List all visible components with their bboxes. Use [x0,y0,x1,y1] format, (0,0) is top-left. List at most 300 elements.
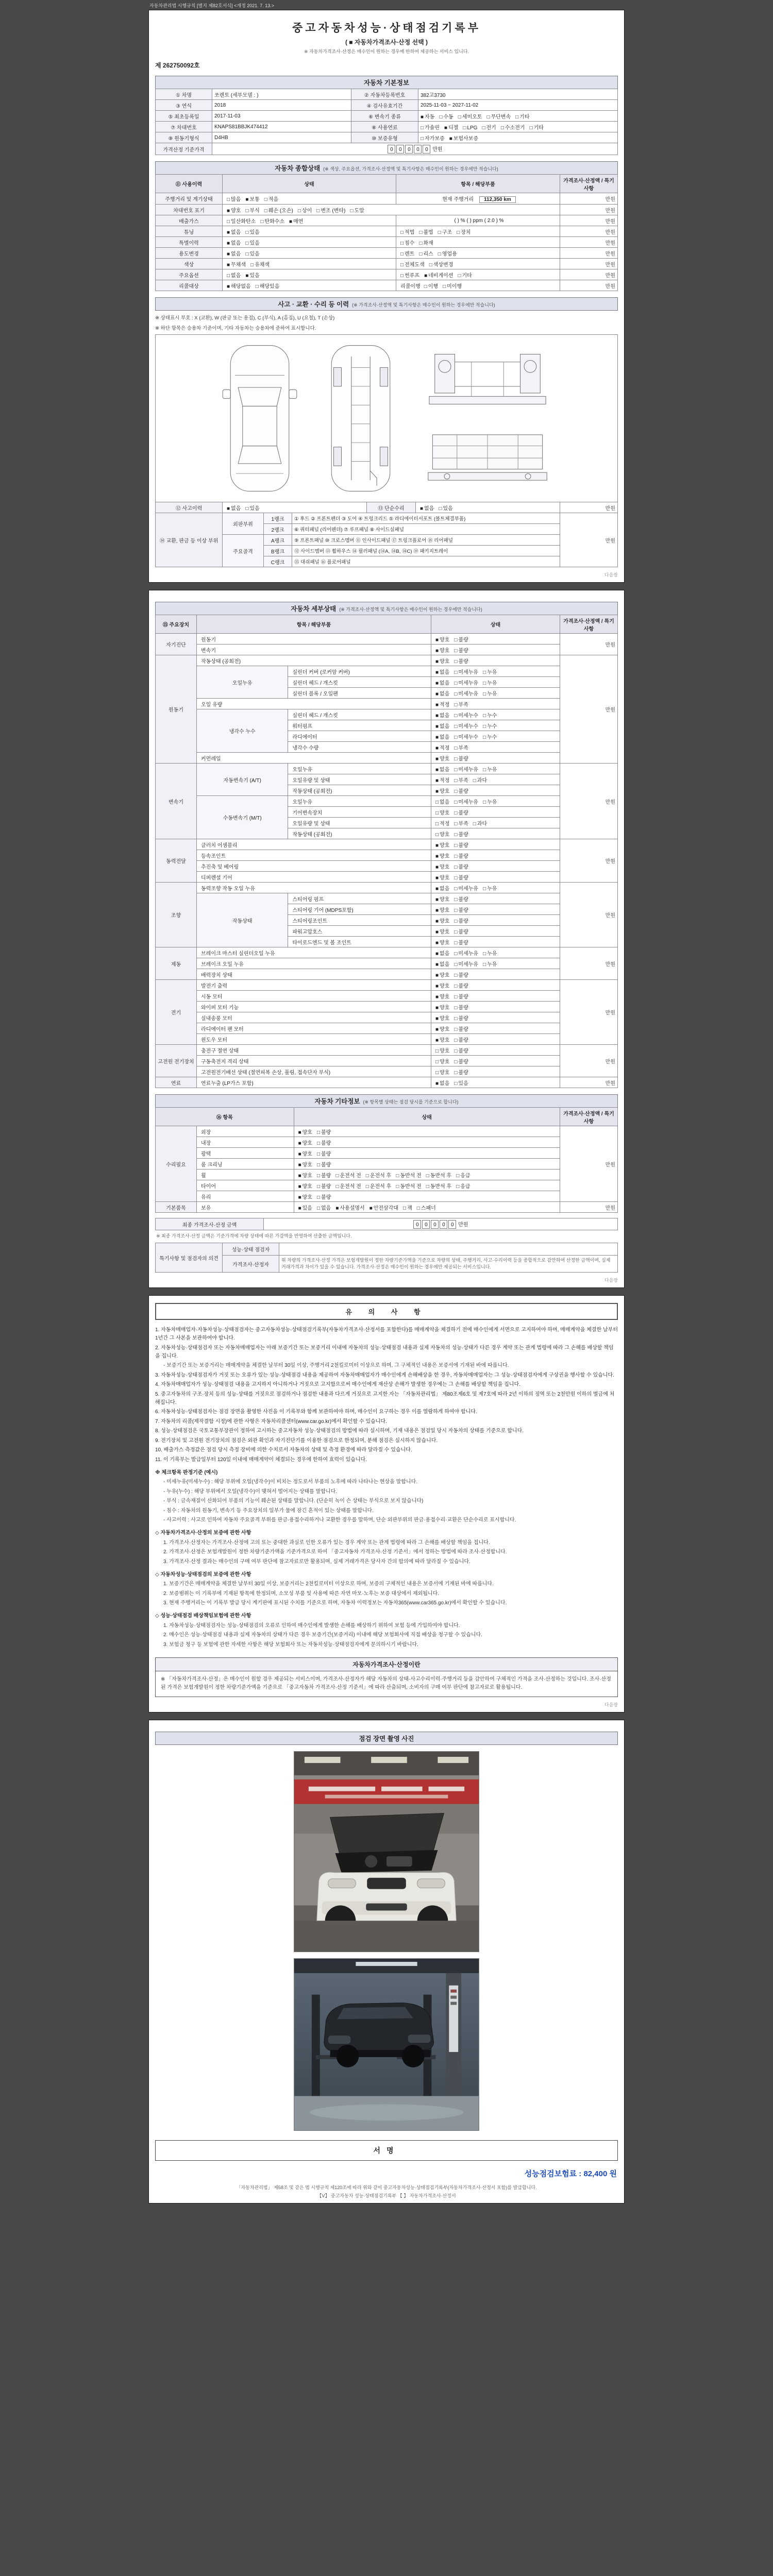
checkbox-option[interactable]: □ 불량 [454,648,468,654]
state-code-legend-2: ※ 하단 항목은 승용차 기준이며, 기타 자동차는 승용차에 준하여 표시합니다. [155,326,316,331]
checkbox-empty-icon: □ [454,1070,458,1076]
checkbox-option[interactable]: ■ 없음 [227,229,241,235]
table-row [156,1137,618,1148]
value-cell: 동력조향 작동 오일 누유 [197,883,431,893]
checkbox-option[interactable]: ■ 없음 [435,691,450,697]
checkbox-option[interactable]: □ 가솔린 [421,125,440,131]
checkbox-option[interactable]: ■ 보험사보증 [449,135,479,142]
value-cell: ( ) % ( ) ppm ( 2.0 ) % [396,215,560,226]
checkbox-option[interactable]: ■ 양호 [435,940,450,946]
checkbox-empty-icon: □ [335,1183,339,1190]
next-page-marker: 다음장 [604,1702,618,1707]
table-row [156,861,618,872]
table-row [156,615,618,634]
next-page-marker: 다음장 [604,1278,618,1283]
checkbox-option[interactable]: □ 상이 [297,208,312,214]
checkbox-option[interactable]: □ 과다 [473,821,488,827]
checkbox-option[interactable]: □ 일산화탄소 [227,218,256,225]
notice-line: 3. 자동차성능·상태점검자가 거짓 또는 오류가 있는 성능·상태점검 내용을 제공하여 자동차매매업자가 매수인에게 손해배상을 한 경우, 자동차매매업자는 그 성능·상태점검자에게 구상권을 행사할 수 있습니다. [155,1372,614,1378]
checkbox-option[interactable]: □ 누유 [483,951,497,957]
checkbox-option[interactable]: □ 미세누수 [454,713,479,719]
checkbox-option[interactable]: ■ 안전삼각대 [369,1205,399,1211]
value-cell: 충전구 절연 상태 [197,1045,431,1056]
checkbox-option[interactable]: □ 양호 [435,1070,450,1076]
value-cell: 만원 [560,269,618,280]
checkbox-option[interactable]: □ 불량 [454,929,468,935]
value-cell [431,980,560,991]
checkbox-option[interactable]: □ 동반석 전 [396,1183,422,1190]
checkbox-checked-icon: ■ [227,283,230,290]
checkbox-option[interactable]: ■ 디젤 [444,125,459,131]
checkbox-option[interactable]: ■ 양호 [435,983,450,989]
document-title: 중고자동차성능·상태점검기록부 [292,22,481,34]
checkbox-empty-icon: □ [316,1129,320,1136]
checkbox-option[interactable]: □ 불량 [454,853,468,859]
checkbox-empty-icon: □ [419,229,423,235]
table-row [156,1056,618,1066]
checkbox-option[interactable]: ■ 양호 [298,1183,312,1190]
value-cell: 만원 [560,193,618,205]
table-row [156,666,618,677]
checkbox-empty-icon: □ [439,505,442,512]
value-cell: 2랭크 [264,524,292,535]
value-cell [294,1202,560,1213]
checkbox-option[interactable]: □ 양호 [435,1059,450,1065]
checkbox-option[interactable]: ■ 없음 [435,713,450,719]
checkbox-empty-icon: □ [264,197,267,202]
checkbox-option[interactable]: □ 누유 [483,680,497,686]
checkbox-option[interactable]: □ 과다 [473,777,488,784]
checkbox-option[interactable]: □ 전기 [482,125,496,131]
checkbox-empty-icon: □ [454,961,458,968]
checkbox-empty-icon: □ [255,283,259,290]
checkbox-option[interactable]: ■ 양호 [435,658,450,665]
checkbox-option[interactable]: □ 스패너 [416,1205,436,1211]
checkbox-option[interactable]: □ 불량 [316,1151,331,1157]
footer-line-1: 「자동차관리법」 제58조 및 같은 법 시행규칙 제120조에 따라 위와 같이 중고자동차성능·상태점검기록부(자동차가격조사·산정서 포함)를 발급합니다. [236,2184,537,2190]
checkbox-option[interactable]: □ 미세누수 [454,734,479,740]
checkbox-option[interactable]: ■ 양호 [435,1037,450,1043]
checkbox-option[interactable]: ■ 양호 [435,842,450,849]
checkbox-option[interactable]: ■ 없음 [227,251,241,257]
checkbox-option[interactable]: □ 불량 [454,983,468,989]
checkbox-option[interactable]: □ 불량 [454,1026,468,1032]
detail-condition-table [155,615,618,1088]
checkbox-option[interactable]: □ 불량 [454,658,468,665]
checkbox-option[interactable]: □ 미세누유 [454,799,479,805]
checkbox-option[interactable]: □ 구조 [438,229,452,235]
label-cell: ③ 연식 [156,100,212,111]
checkbox-option[interactable]: □ LPG [463,125,478,131]
checkbox-option[interactable]: ■ 없음 [227,505,241,512]
signature-box[interactable]: 서명 [155,2140,618,2161]
checkbox-option[interactable]: □ 탄화수소 [260,218,285,225]
value-cell: 커먼레일 [197,753,431,764]
checkbox-option[interactable]: ■ 양호 [435,994,450,1000]
checkbox-option[interactable]: □ 양호 [435,832,450,838]
checkbox-option[interactable]: □ 불량 [454,810,468,816]
photo-area [155,1751,618,2131]
checkbox-option[interactable]: □ 화재 [419,240,433,246]
checkbox-option[interactable]: ■ 양호 [435,648,450,654]
checkbox-option[interactable]: ■ 있음 [298,1205,312,1211]
checkbox-option[interactable]: □ 불량 [316,1194,331,1200]
checkbox-option[interactable]: ■ 없음 [435,1080,450,1087]
checkbox-empty-icon: □ [458,114,461,120]
checkbox-option[interactable]: □ 양호 [435,810,450,816]
value-cell: 만원 [560,1077,618,1088]
value-cell [294,1126,560,1137]
checkbox-option[interactable]: □ 있음 [245,505,260,512]
checkbox-empty-icon: □ [483,961,486,968]
value-cell [294,1170,560,1180]
checkbox-option[interactable]: □ 기타 [515,114,530,120]
checkbox-option[interactable]: □ 렌트 [400,251,415,257]
checkbox-option[interactable]: ■ 양호 [435,864,450,870]
checkbox-option[interactable]: ■ 양호 [227,208,241,214]
checkbox-option[interactable]: □ 세미오토 [458,114,482,120]
checkbox-option[interactable]: □ 불량 [454,896,468,903]
value-cell: 실린더 블록 / 오일팬 [288,688,431,699]
value-cell: 발전기 출력 [197,980,431,991]
checkbox-empty-icon: □ [454,788,458,794]
checkbox-empty-icon: □ [424,283,427,290]
section-overall-condition [155,161,618,175]
value-cell: 만원 [560,634,618,655]
checkbox-option[interactable]: □ 동반석 후 [426,1183,452,1190]
value-cell: 브레이크 마스터 실린더오일 누유 [197,947,431,958]
checkbox-option[interactable]: □ 색상변경 [429,262,453,268]
car-underbody-diagram [317,341,405,496]
checkbox-option[interactable]: ■ 적정 [435,777,450,784]
value-cell: 배력장치 상태 [197,969,431,980]
checkbox-option[interactable]: □ 누유 [483,886,497,892]
checkbox-option[interactable]: □ 미세누유 [454,680,479,686]
frame-diagrams-column [418,343,557,494]
notice-line: - 보증기간 또는 보증거리는 매매계약을 체결한 날부터 30일 이상, 주행거리 2천킬로미터 이상으로 하며, 그 구체적인 내용은 보증서에 기재된 바에 따릅니다. [163,1363,509,1368]
checkbox-option[interactable]: □ 기타 [529,125,544,131]
checkbox-option[interactable]: ■ 적정 [435,745,450,751]
checkbox-option[interactable]: □ 불량 [454,1005,468,1011]
checkbox-empty-icon: □ [454,702,458,708]
checkbox-option[interactable]: ■ 없음 [435,734,450,740]
value-cell [396,237,560,248]
checkbox-option[interactable]: □ 누유 [483,767,497,773]
checkbox-option[interactable]: ■ 있음 [245,273,260,279]
checkbox-option[interactable]: □ 기타 [458,273,472,279]
state-code-legend-1: ※ 상태표시 부호 : X (교환), W (판금 또는 용접), C (부식), A (흠집), U (요철), T (손상) [155,315,335,321]
checkbox-option[interactable]: □ 도말 [350,208,364,214]
checkbox-option[interactable]: □ 운전석 후 [365,1173,392,1179]
checkbox-option[interactable]: ■ 양호 [435,918,450,924]
checkbox-option[interactable]: ■ 양호 [298,1162,312,1168]
checkbox-option[interactable]: ■ 없음 [435,951,450,957]
label-cell: 차대번호 표기 [156,205,223,215]
value-cell: 만원 [560,513,618,567]
checkbox-option[interactable]: □ 미세누유 [454,951,479,957]
checkbox-option[interactable]: □ 불량 [454,1015,468,1022]
checkbox-option[interactable]: ■ 없음 [435,723,450,730]
checkbox-option[interactable]: □ 영업용 [438,251,457,257]
checkbox-option[interactable]: ■ 없음 [435,961,450,968]
value-cell: 스티어링 펌프 [288,893,431,904]
checkbox-checked-icon: ■ [227,505,230,512]
checkbox-option[interactable]: □ 불량 [454,1037,468,1043]
value-cell: 내장 [197,1137,294,1148]
notice-line: 11. 이 기록부는 발급일부터 120일 이내에 매매계약이 체결되는 경우에 한하여 효력이 있습니다. [155,1456,367,1463]
checkbox-option[interactable]: □ 있음 [245,229,260,235]
inspection-insurance-fee: 성능점검보험료 : 82,400 원 [524,2169,617,2178]
checkbox-option[interactable]: □ 훼손 (오손) [264,208,293,214]
checkbox-option[interactable]: □ 불량 [454,918,468,924]
final-price-note: ※ 최종 가격조사·산정 금액은 기준가격에 차량 상태에 따른 가감액을 반영하여 산출한 금액입니다. [156,1233,352,1239]
checkbox-option[interactable]: □ 운전석 전 [335,1183,361,1190]
checkbox-empty-icon: □ [454,929,458,935]
checkbox-option[interactable]: □ 동반석 후 [426,1173,452,1179]
checkbox-option[interactable]: ■ 매연 [289,218,304,225]
checkbox-checked-icon: ■ [435,669,439,675]
checkbox-option[interactable]: □ 미세누수 [454,723,479,730]
checkbox-option[interactable]: □ 누수 [483,723,497,730]
checkbox-option[interactable]: ■ 보통 [245,197,260,202]
checkbox-empty-icon: □ [515,114,519,120]
checkbox-checked-icon: ■ [435,680,439,686]
checkbox-option[interactable]: □ 적음 [264,197,279,202]
value-cell [431,969,560,980]
label-cell: ⑮ 주요장치 [156,615,197,634]
label-cell: 상태 [431,615,560,634]
checkbox-option[interactable]: ■ 양호 [298,1129,312,1136]
value-cell: 2025-11-03 ~ 2027-11-02 [418,100,618,111]
checkbox-option[interactable]: □ 양호 [435,1048,450,1054]
table-row [156,1148,618,1159]
checkbox-checked-icon: ■ [435,875,439,881]
checkbox-option[interactable]: ■ 양호 [435,1026,450,1032]
checkbox-option[interactable]: □ 누수 [483,734,497,740]
checkbox-option[interactable]: □ 없음 [227,273,241,279]
checkbox-option[interactable]: ■ 양호 [435,788,450,794]
checkbox-option[interactable]: □ 썬루프 [400,273,420,279]
checkbox-option[interactable]: □ 있음 [439,505,453,512]
section-note-detail: (※ 가격조사·산정액 및 특기사항은 매수인이 원하는 경우에만 적습니다) [339,607,482,612]
checkbox-empty-icon: □ [416,1205,420,1211]
value-cell [396,259,560,269]
checkbox-option[interactable]: □ 불량 [454,756,468,762]
checkbox-option[interactable]: □ 많음 [227,197,241,202]
notice-line: - 누유(누수) : 해당 부위에서 오일(냉각수)이 맺혀서 떨어지는 상태를 말합니다. [163,1488,338,1495]
checkbox-option[interactable]: ■ 양호 [298,1151,312,1157]
checkbox-option[interactable]: □ 미세누유 [454,767,479,773]
checkbox-option[interactable]: ■ 자동 [421,114,435,120]
checkbox-checked-icon: ■ [298,1162,301,1168]
checkbox-option[interactable]: ■ 양호 [435,637,450,643]
checkbox-option[interactable]: □ 불량 [454,1048,468,1054]
value-cell: 타이어 [197,1180,294,1191]
checkbox-option[interactable]: □ 불량 [316,1162,331,1168]
checkbox-option[interactable]: □ 불량 [454,994,468,1000]
checkbox-option[interactable]: ■ 네비게이션 [424,273,453,279]
checkbox-option[interactable]: □ 응급 [456,1173,470,1179]
checkbox-option[interactable]: □ 장치 [457,229,471,235]
checkbox-option[interactable]: ■ 양호 [435,929,450,935]
checkbox-option[interactable]: □ 누유 [483,961,497,968]
value-cell [431,807,560,818]
value-cell: 파워고압호스 [288,926,431,937]
checkbox-option[interactable]: ■ 양호 [298,1194,312,1200]
value-cell [431,796,560,807]
checkbox-option[interactable]: □ 운전석 후 [365,1183,392,1190]
checkbox-option[interactable]: □ 잭 [403,1205,412,1211]
checkbox-option[interactable]: □ 미세누유 [454,961,479,968]
checkbox-option[interactable]: □ 불량 [454,788,468,794]
checkbox-option[interactable]: □ 불량 [454,832,468,838]
checkbox-option[interactable]: □ 없음 [435,799,450,805]
checkbox-option[interactable]: □ 운전석 전 [335,1173,361,1179]
value-cell: 타이로드엔드 및 볼 조인트 [288,937,431,947]
checkbox-option[interactable]: □ 미세누유 [454,669,479,675]
label-cell: 색상 [156,259,223,269]
checkbox-option[interactable]: □ 누유 [483,799,497,805]
checkbox-empty-icon: □ [421,125,424,131]
checkbox-empty-icon: □ [335,1173,339,1179]
label-cell: 리콜대상 [156,280,223,291]
checkbox-option[interactable]: □ 불량 [454,637,468,643]
value-cell: ⑥ 쿼터패널 (리어펜더) ⑦ 루프패널 ⑧ 사이드실패널 [292,524,560,535]
checkbox-option[interactable]: ■ 없음 [435,886,450,892]
checkbox-option[interactable]: □ 부족 [454,702,468,708]
checkbox-option[interactable]: □ 부족 [454,821,468,827]
checkbox-empty-icon: □ [454,669,458,675]
value-cell [431,688,560,699]
table-row [156,1243,618,1256]
checkbox-option[interactable]: □ 침수 [400,240,415,246]
checkbox-option[interactable]: □ 불량 [316,1173,331,1179]
checkbox-option[interactable]: □ 유채색 [250,262,270,268]
checkbox-option[interactable]: ■ 양호 [435,875,450,881]
checkbox-option[interactable]: ■ 적정 [435,702,450,708]
checkbox-empty-icon: □ [454,886,458,892]
checkbox-option[interactable]: □ 있음 [245,240,260,246]
checkbox-option[interactable]: ■ 사용설명서 [335,1205,365,1211]
checkbox-checked-icon: ■ [227,229,230,235]
checkbox-empty-icon: □ [435,1059,439,1065]
checkbox-checked-icon: ■ [421,114,424,120]
checkbox-option[interactable]: □ 동반석 전 [396,1173,422,1179]
value-cell: 382고3730 [418,89,618,100]
checkbox-empty-icon: □ [260,218,264,225]
checkbox-option[interactable]: □ 수동 [439,114,453,120]
value-cell [431,677,560,688]
checkbox-option[interactable]: ■ 양호 [435,972,450,978]
checkbox-option[interactable]: ■ 양호 [435,853,450,859]
value-cell [431,645,560,655]
checkbox-option[interactable]: ■ 양호 [435,1015,450,1022]
checkbox-option[interactable]: □ 자가보증 [421,135,445,142]
checkbox-option[interactable]: □ 적정 [435,821,450,827]
checkbox-option[interactable]: □ 부족 [454,777,468,784]
value-cell [431,720,560,731]
checkbox-option[interactable]: □ 미이행 [443,283,462,290]
table-row [156,132,618,143]
checkbox-checked-icon: ■ [435,886,439,892]
checkbox-empty-icon: □ [454,875,458,881]
checkbox-option[interactable]: □ 없음 [316,1205,331,1211]
checkbox-option[interactable]: □ 미세누유 [454,691,479,697]
checkbox-checked-icon: ■ [449,135,452,142]
checkbox-empty-icon: □ [454,1048,458,1054]
checkbox-option[interactable]: □ 누유 [483,669,497,675]
checkbox-checked-icon: ■ [435,940,439,946]
checkbox-option[interactable]: □ 불량 [316,1129,331,1136]
checkbox-option[interactable]: □ 있음 [245,251,260,257]
value-cell: C랭크 [264,556,292,567]
checkbox-option[interactable]: □ 있음 [454,1080,468,1087]
checkbox-option[interactable]: □ 불량 [454,972,468,978]
checkbox-option[interactable]: □ 응급 [456,1183,470,1190]
checkbox-option[interactable]: ■ 양호 [435,907,450,913]
table-row [156,111,618,122]
checkbox-option[interactable]: □ 불량 [316,1183,331,1190]
checkbox-option[interactable]: □ 이행 [424,283,439,290]
checkbox-option[interactable]: □ 부족 [454,745,468,751]
checkbox-option[interactable]: ■ 없음 [435,669,450,675]
checkbox-option[interactable]: ■ 양호 [435,756,450,762]
checkbox-empty-icon: □ [435,821,439,827]
checkbox-checked-icon: ■ [435,648,439,654]
checkbox-option[interactable]: ■ 없음 [435,767,450,773]
checkbox-option[interactable]: □ 누유 [483,691,497,697]
checkbox-option[interactable]: □ 적법 [400,229,415,235]
checkbox-option[interactable]: □ 불량 [454,875,468,881]
checkbox-option[interactable]: □ 무단변속 [486,114,511,120]
checkbox-option[interactable]: □ 리스 [419,251,433,257]
checkbox-empty-icon: □ [486,114,490,120]
value-cell [294,1159,560,1170]
value-cell: 광택 [197,1148,294,1159]
checkbox-option[interactable]: ■ 없음 [420,505,434,512]
checkbox-option[interactable]: □ 불량 [454,907,468,913]
checkbox-option[interactable]: □ 불량 [454,1059,468,1065]
checkbox-option[interactable]: □ 불량 [454,940,468,946]
value-cell [418,122,618,132]
checkbox-option[interactable]: □ 불법 [419,229,433,235]
checkbox-checked-icon: ■ [435,756,439,762]
checkbox-option[interactable]: □ 전체도색 [400,262,425,268]
checkbox-option[interactable]: □ 불량 [454,864,468,870]
checkbox-option[interactable]: ■ 양호 [435,896,450,903]
checkbox-option[interactable]: ■ 양호 [298,1140,312,1146]
checkbox-option[interactable]: □ 불량 [454,842,468,849]
checkbox-option[interactable]: ■ 양호 [298,1173,312,1179]
notice-line: 3. 가격조사·산정 결과는 매수인의 구매 여부 판단에 참고자료로만 활용되며, 실제 거래가격은 당사자 간의 합의에 따라 달라질 수 있습니다. [163,1558,470,1565]
value-cell [223,269,396,280]
checkbox-option[interactable]: ■ 무채색 [227,262,246,268]
checkbox-option[interactable]: □ 불량 [454,1070,468,1076]
checkbox-option[interactable]: □ 미세누유 [454,886,479,892]
checkbox-option[interactable]: □ 누수 [483,713,497,719]
value-cell: 실린더 헤드 / 개스킷 [288,709,431,720]
label-cell: ⑬ 단순수리 [367,502,416,513]
checkbox-option[interactable]: □ 해당있음 [255,283,280,290]
checkbox-option[interactable]: ■ 없음 [227,240,241,246]
checkbox-option[interactable]: □ 부식 [245,208,260,214]
checkbox-option[interactable]: □ 불량 [316,1140,331,1146]
checkbox-option[interactable]: ■ 해당없음 [227,283,251,290]
checkbox-option[interactable]: ■ 없음 [435,680,450,686]
checkbox-option[interactable]: □ 수소전기 [500,125,525,131]
checkbox-option[interactable]: ■ 양호 [435,1005,450,1011]
checkbox-option[interactable]: □ 변조 (변타) [316,208,346,214]
